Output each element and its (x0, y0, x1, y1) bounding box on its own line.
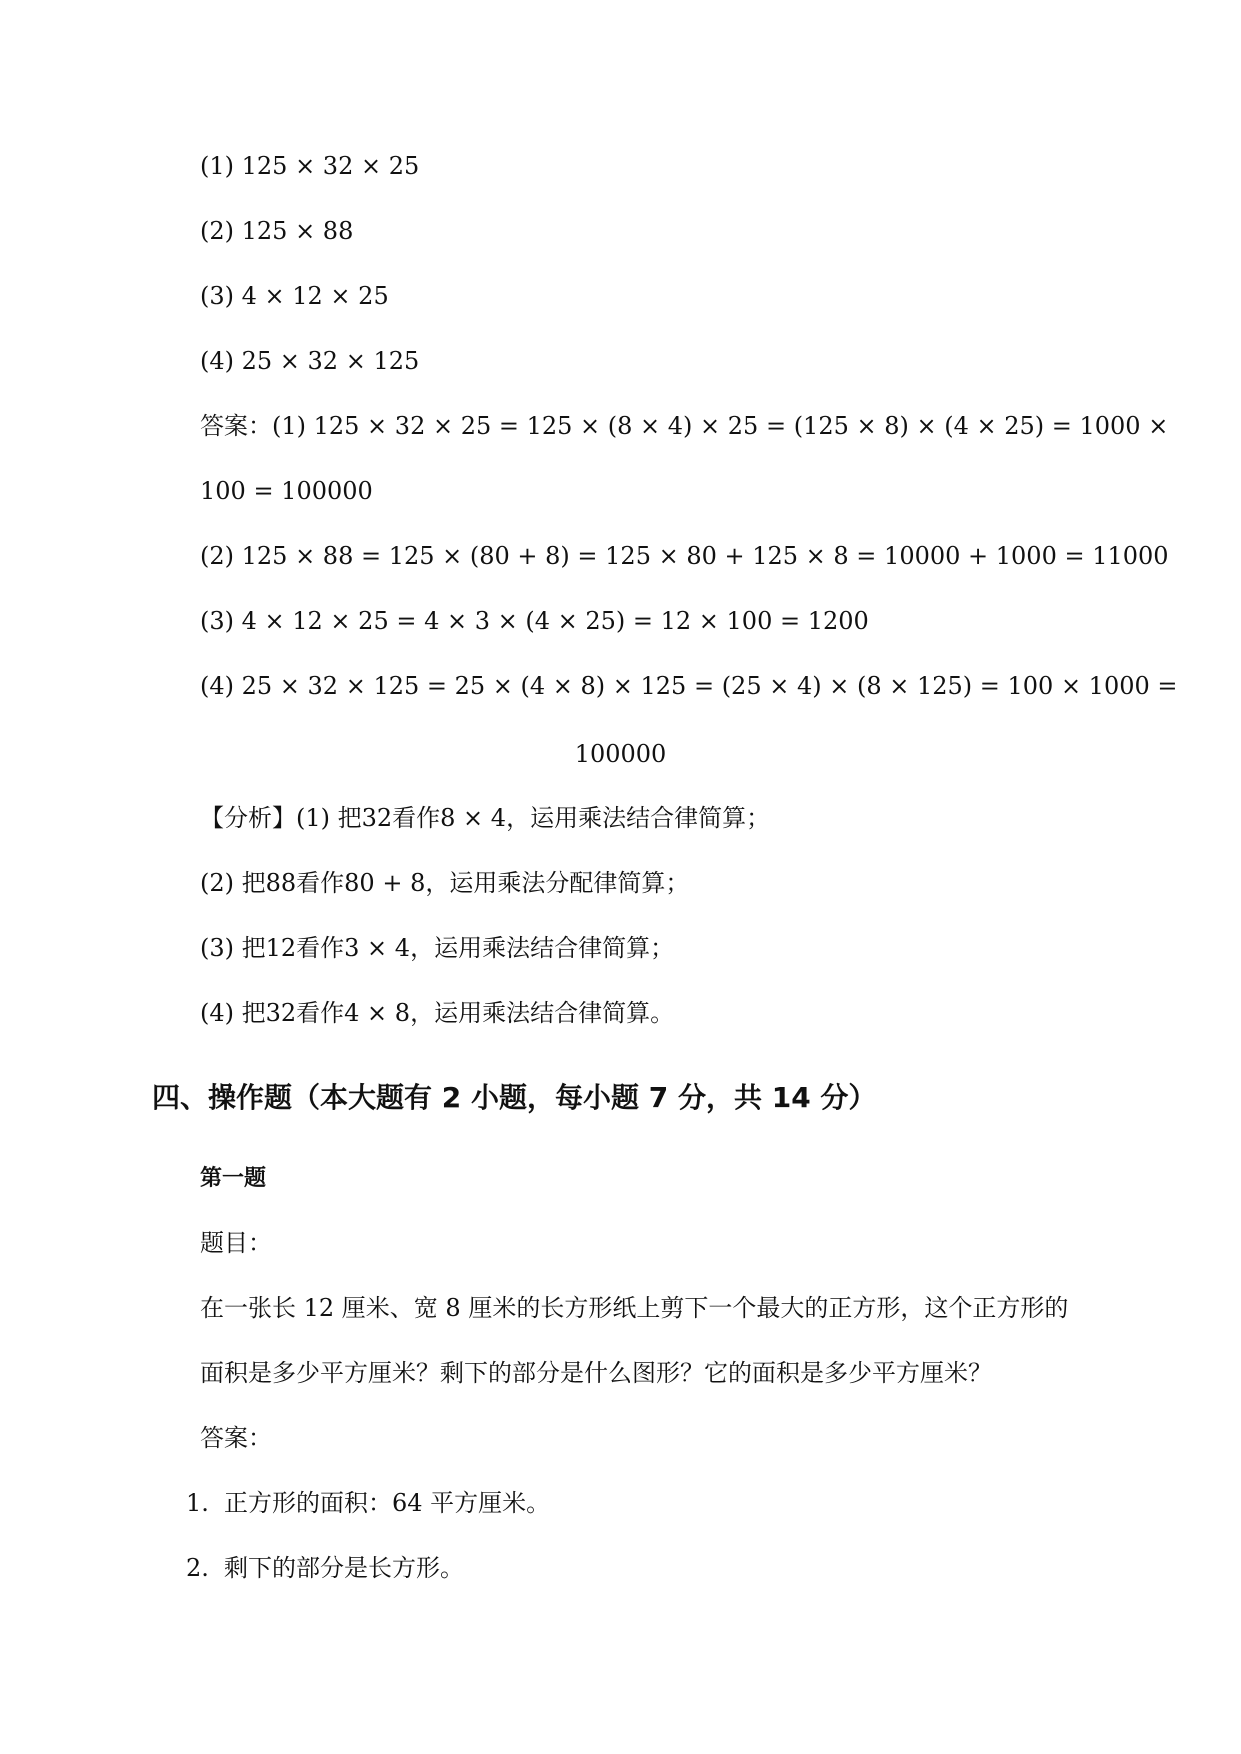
list-number: 1. (186, 1489, 209, 1517)
question-prompt-line-1: 在一张长 12 厘米、宽 8 厘米的长方形纸上剪下一个最大的正方形，这个正方形的 (200, 1294, 1069, 1322)
answer-1-line-2: 100 = 100000 (200, 477, 373, 505)
answer-3: (3) 4 × 12 × 25 = 4 × 3 × (4 × 25) = 12 × 100 = 1200 (200, 607, 869, 635)
exercise-1: (1) 125 × 32 × 25 (200, 152, 420, 180)
exercise-4: (4) 25 × 32 × 125 (200, 347, 420, 375)
analysis-4: (4) 把32看作4 × 8，运用乘法结合律简算。 (200, 999, 675, 1027)
list-item (186, 1552, 464, 1584)
list-number: 2. (186, 1554, 209, 1582)
answer-1-line-1: 答案：(1) 125 × 32 × 25 = 125 × (8 × 4) × 25 = (125 × 8) × (4 × 25) = 1000 × (200, 412, 1169, 440)
analysis-3: (3) 把12看作3 × 4，运用乘法结合律简算； (200, 934, 675, 962)
answer-4-line-1: (4) 25 × 32 × 125 = 25 × (4 × 8) × 125 = (25 × 4) × (8 × 125) = 100 × 1000 = (200, 672, 1178, 700)
exercise-2: (2) 125 × 88 (200, 217, 354, 245)
question-prompt-label: 题目： (200, 1229, 272, 1257)
list-item (186, 1487, 550, 1519)
analysis-1: 【分析】(1) 把32看作8 × 4，运用乘法结合律简算； (200, 804, 771, 832)
answer-label: 答案： (200, 1424, 272, 1452)
answer-2: (2) 125 × 88 = 125 × (80 + 8) = 125 × 80 + 125 × 8 = 10000 + 1000 = 11000 (200, 542, 1169, 570)
analysis-2: (2) 把88看作80 + 8，运用乘法分配律简算； (200, 869, 690, 897)
question-heading: 第一题 (200, 1166, 267, 1191)
answer-4-line-2: 100000 (574, 740, 667, 768)
exercise-3: (3) 4 × 12 × 25 (200, 282, 389, 310)
list-text: 剩下的部分是长方形。 (224, 1554, 464, 1582)
section-title: 四、操作题（本大题有 2 小题，每小题 7 分，共 14 分） (152, 1081, 877, 1114)
question-prompt-line-2: 面积是多少平方厘米？剩下的部分是什么图形？它的面积是多少平方厘米？ (200, 1359, 992, 1387)
list-text: 正方形的面积：64 平方厘米。 (224, 1489, 551, 1517)
